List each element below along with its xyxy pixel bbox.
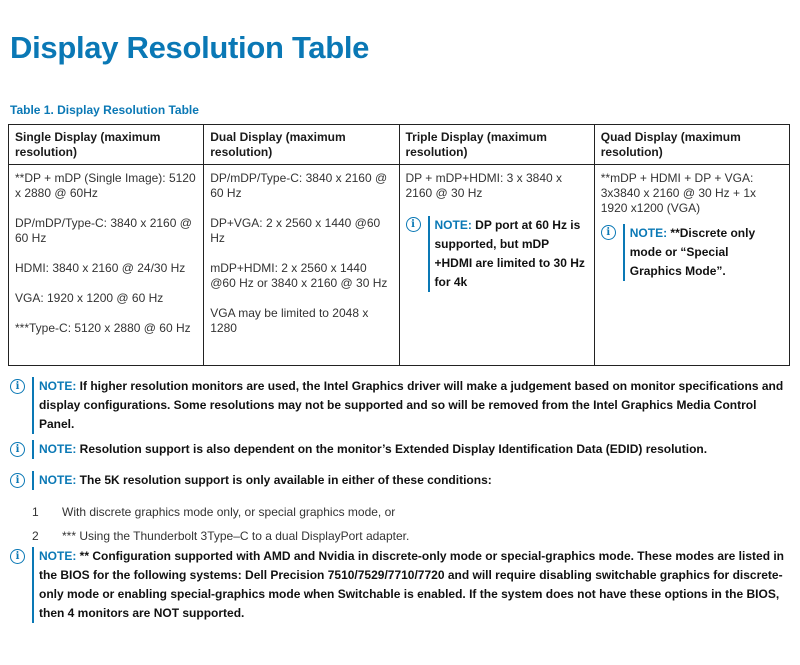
triple-display-line: DP + mDP+HDMI: 3 x 3840 x 2160 @ 30 Hz: [405, 171, 563, 200]
note-amd-nvidia: [10, 547, 790, 623]
note-intel-graphics: [10, 377, 790, 434]
note-label: NOTE:: [629, 226, 668, 240]
note-label: NOTE:: [39, 473, 77, 487]
note-body: [32, 440, 707, 459]
dual-display-line: mDP+HDMI: 2 x 2560 x 1440 @60 Hz or 3840 x 2160 @ 30 Hz: [210, 261, 388, 290]
dual-display-line: DP/mDP/Type-C: 3840 x 2160 @ 60 Hz: [210, 171, 388, 200]
info-circle-icon: i: [10, 549, 25, 564]
list-item-text: *** Using the Thunderbolt 3Type–C to a dual DisplayPort adapter.: [62, 529, 410, 543]
list-item-text: With discrete graphics mode only, or special graphics mode, or: [62, 505, 396, 519]
cell-single-display: [9, 165, 204, 366]
note-text: If higher resolution monitors are used, the Intel Graphics driver will make a judgement based on monitor specifications and display configurations. Some resolutions may not be supported and so will be removed from the Intel Graphics Media Control Panel.: [39, 379, 784, 431]
note-body: [32, 547, 790, 623]
note-edid: [10, 440, 790, 459]
note-body: [32, 377, 790, 434]
info-circle-icon: i: [10, 442, 25, 457]
single-display-line: HDMI: 3840 x 2160 @ 24/30 Hz: [15, 261, 186, 275]
display-resolution-table: [8, 124, 790, 366]
dual-display-line: DP+VGA: 2 x 2560 x 1440 @60 Hz: [210, 216, 381, 245]
header-single-display: Single Display (maximum resolution): [9, 125, 204, 165]
table-header-row: [9, 125, 790, 165]
cell-dual-display: [204, 165, 399, 366]
list-item: [32, 524, 409, 548]
quad-note-text: **Discrete only mode or “Special Graphics Mode”.: [629, 226, 756, 278]
list-item: [32, 500, 409, 524]
info-circle-icon: i: [406, 217, 421, 232]
quad-display-line: **mDP + HDMI + DP + VGA: 3x3840 x 2160 @ 30 Hz + 1x 1920 x1200 (VGA): [600, 171, 757, 215]
note-label: NOTE:: [39, 379, 77, 393]
note-body: [32, 471, 492, 490]
triple-note-text: DP port at 60 Hz is supported, but mDP +HDMI are limited to 30 Hz for 4k: [434, 218, 585, 289]
dual-display-line: VGA may be limited to 2048 x 1280: [210, 306, 369, 335]
list-item-index: 1: [32, 505, 39, 519]
note-label: NOTE:: [39, 549, 77, 563]
header-quad-display: Quad Display (maximum resolution): [594, 125, 789, 165]
info-circle-icon: i: [601, 225, 616, 240]
single-display-line: VGA: 1920 x 1200 @ 60 Hz: [15, 291, 164, 305]
table-caption: Table 1. Display Resolution Table: [10, 103, 199, 117]
quad-display-note: [601, 224, 783, 281]
single-display-line: ***Type-C: 5120 x 2880 @ 60 Hz: [15, 321, 191, 335]
note-text: Resolution support is also dependent on the monitor’s Extended Display Identification Data (EDID) resolution.: [76, 442, 708, 456]
triple-display-note: [406, 216, 588, 292]
triple-note-body: [428, 216, 588, 292]
info-circle-icon: i: [10, 473, 25, 488]
cell-quad-display: [594, 165, 789, 366]
quad-note-body: [623, 224, 783, 281]
single-display-line: **DP + mDP (Single Image): 5120 x 2880 @ 60Hz: [15, 171, 196, 200]
info-circle-icon: i: [10, 379, 25, 394]
note-text: ** Configuration supported with AMD and Nvidia in discrete-only mode or special-graphics mode. These modes are listed in the BIOS for the following systems: Dell Precision 7510/7529/7710/7720 and will require disabling switchable graphics for discrete-only mode or enabling special-graphics mode when Switchable is enabled. If the system does not have these options in the BIOS, then 4 monitors are NOT supported.: [39, 549, 785, 620]
header-triple-display: Triple Display (maximum resolution): [399, 125, 594, 165]
conditions-list: [32, 500, 409, 548]
cell-triple-display: [399, 165, 594, 366]
table-row: [9, 165, 790, 366]
note-text: The 5K resolution support is only available in either of these conditions:: [76, 473, 492, 487]
note-label: NOTE:: [434, 218, 472, 232]
single-display-line: DP/mDP/Type-C: 3840 x 2160 @ 60 Hz: [15, 216, 192, 245]
list-item-index: 2: [32, 529, 39, 543]
page-title: Display Resolution Table: [10, 30, 370, 65]
note-label: NOTE:: [39, 442, 77, 456]
note-5k-support: [10, 471, 790, 490]
header-dual-display: Dual Display (maximum resolution): [204, 125, 399, 165]
